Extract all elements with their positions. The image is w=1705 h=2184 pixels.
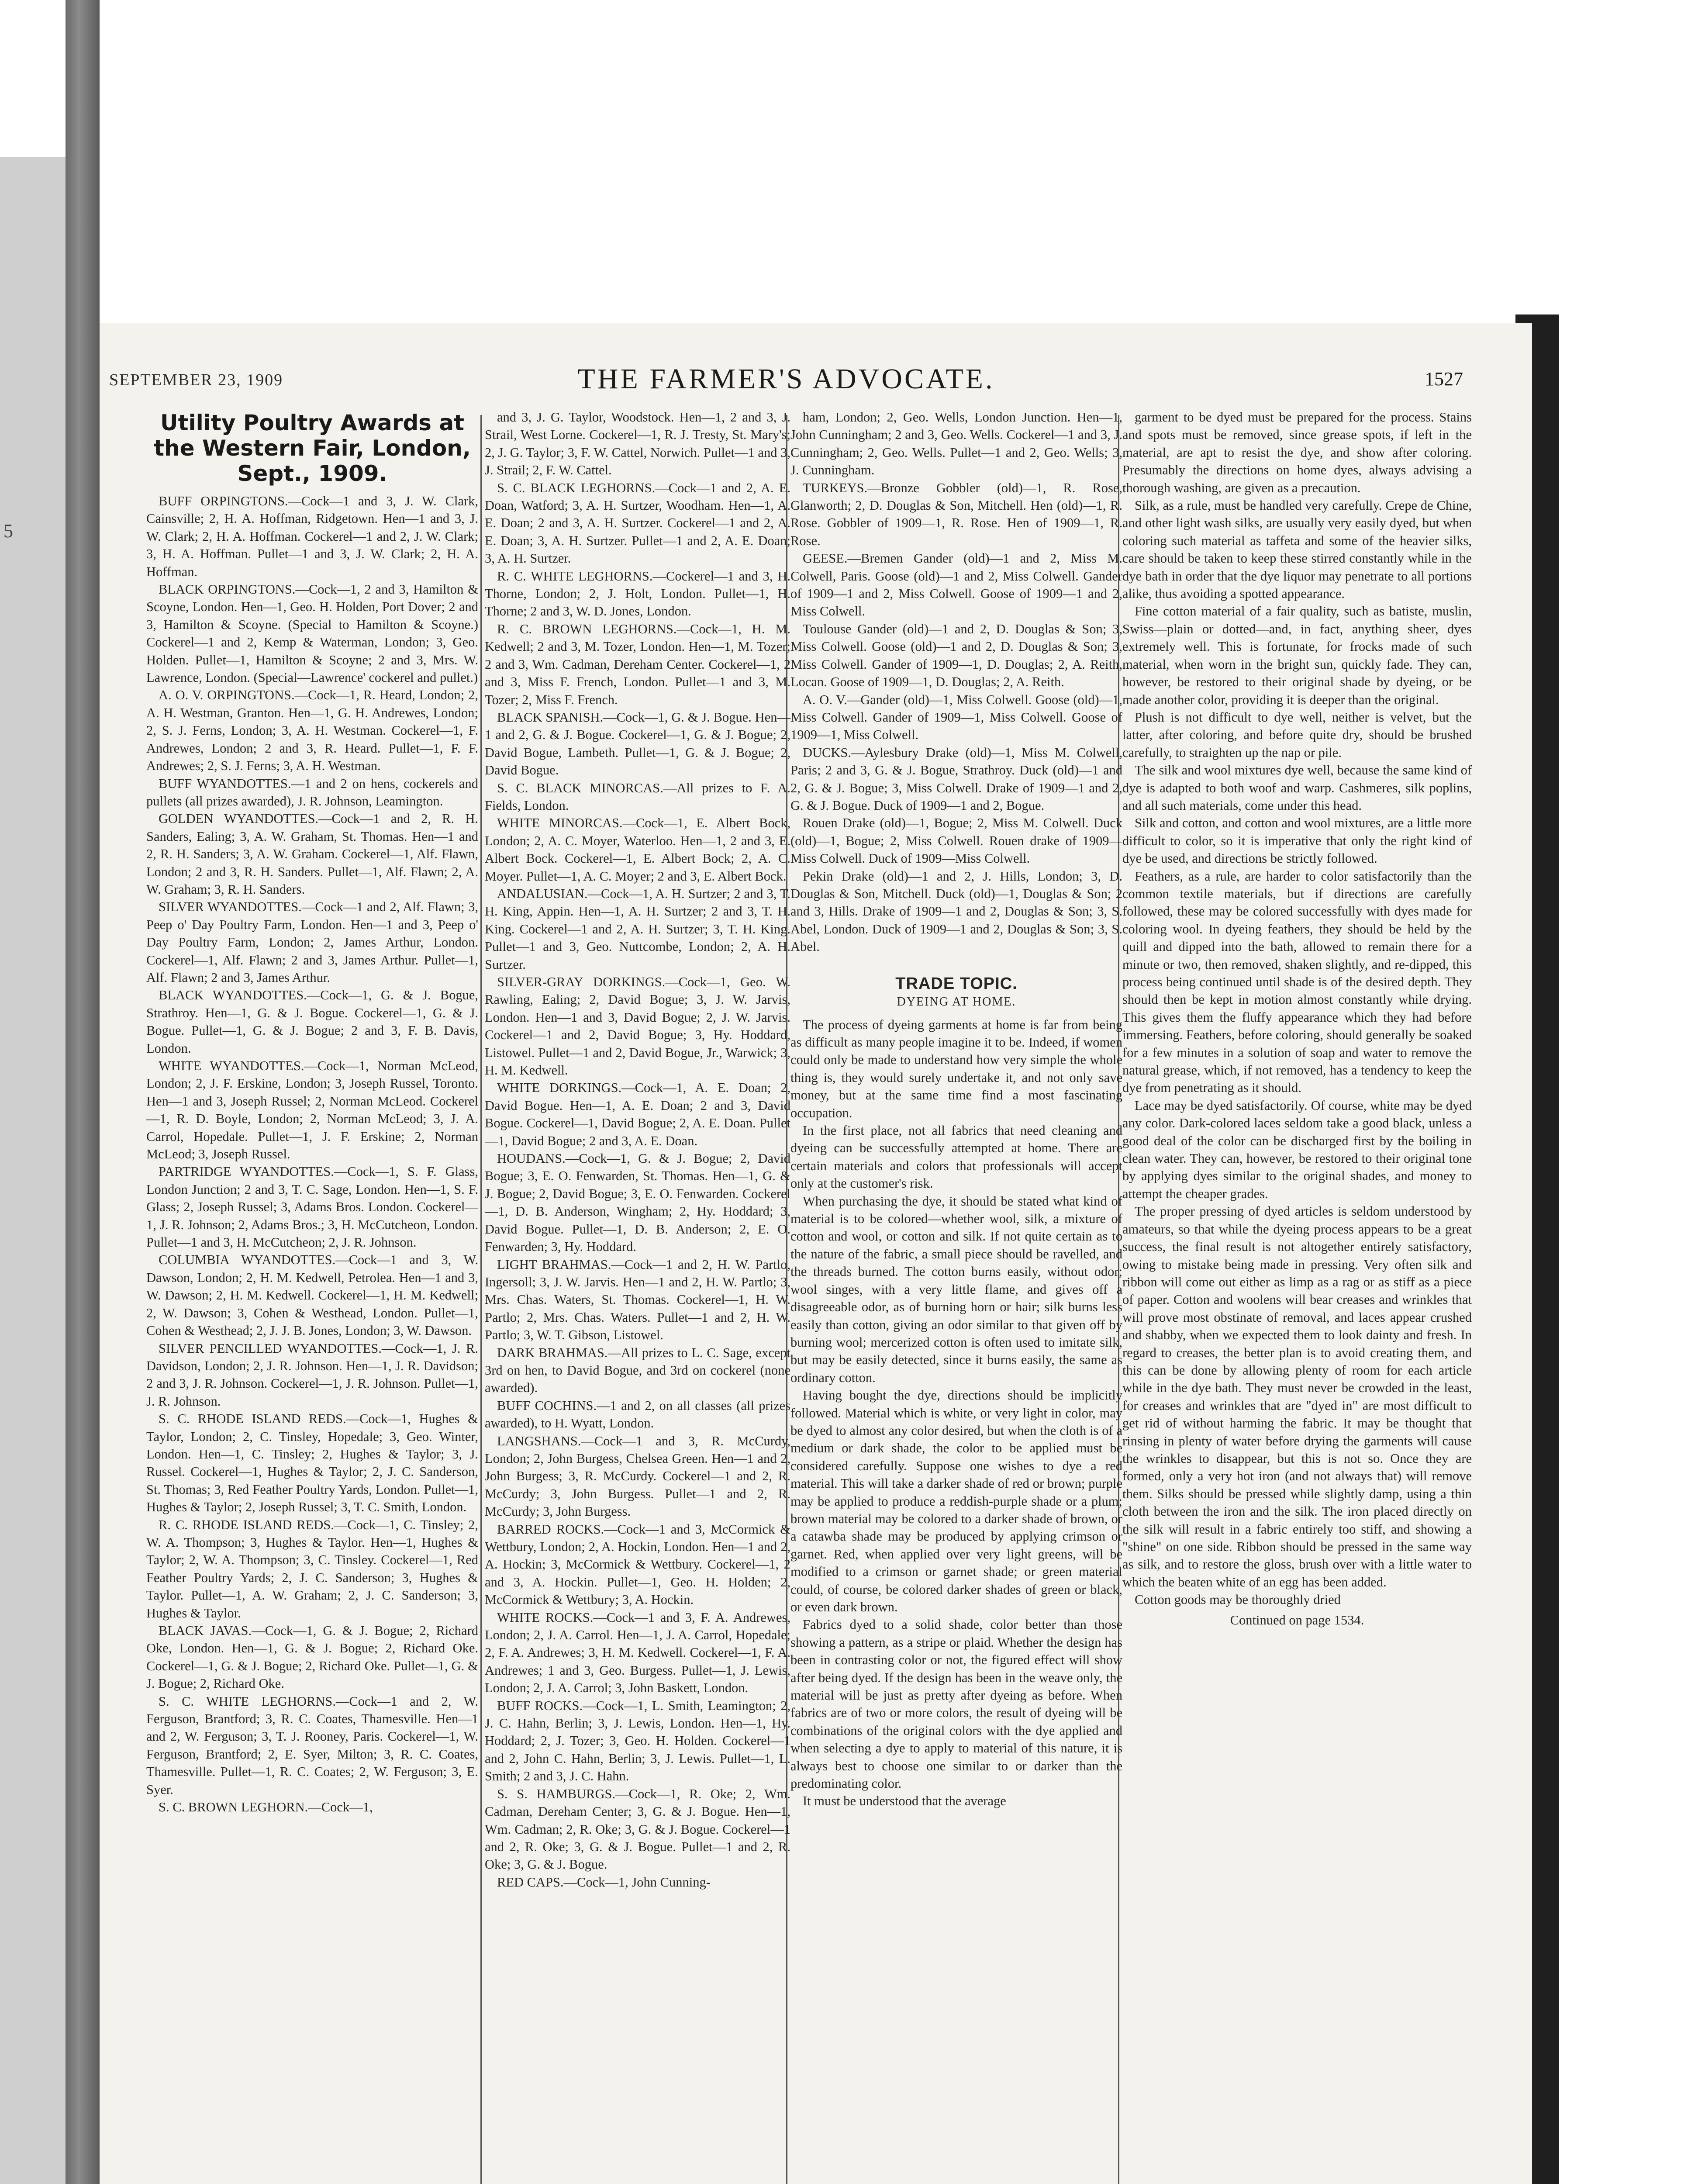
- paragraph: A. O. V.—Gander (old)—1, Miss Colwell. Goose (old)—1, Miss Colwell. Gander of 1909—1, Miss Colwell. Goose of 1909—1, Miss Colwell.: [790, 692, 1122, 743]
- paragraph: GEESE.—Bremen Gander (old)—1 and 2, Miss M. Colwell, Paris. Goose (old)—1 and 2, Miss Colwell. Gander of 1909—1 and 2, Miss Colwell. Goose of 1909—1 and 2, Miss Colwell.: [790, 551, 1122, 619]
- paragraph: BLACK SPANISH.—Cock—1, G. & J. Bogue. Hen—1 and 2, G. & J. Bogue. Cockerel—1, G. & J. Bogue; 2, David Bogue, Lambeth. Pullet—1, G. & J. Bogue; 2, David Bogue.: [485, 709, 790, 778]
- adjacent-page-mark: 5: [3, 520, 13, 542]
- paragraph: LANGSHANS.—Cock—1 and 3, R. McCurdy, London; 2, John Burgess, Chelsea Green. Hen—1 and 2, John Burgess; 3, R. McCurdy. Cockerel—1 and 2, R. McCurdy; 3, John Burgess. Pullet—1 and 2, R. McCurdy; 3, John Burgess.: [485, 1433, 790, 1519]
- paragraph: BUFF COCHINS.—1 and 2, on all classes (all prizes awarded), to H. Wyatt, London.: [485, 1398, 790, 1431]
- paragraph: DUCKS.—Aylesbury Drake (old)—1, Miss M. Colwell, Paris; 2 and 3, G. & J. Bogue, Strathroy. Duck (old)—1 and 2, G. & J. Bogue; 3, Miss Colwell. Drake of 1909—1 and 2, G. & J. Bogue. Duck of 1909—1 and 2, Bogue.: [790, 745, 1122, 813]
- paragraph: TURKEYS.—Bronze Gobbler (old)—1, R. Rose, Glanworth; 2, D. Douglas & Son, Mitchell. Hen (old)—1, R. Rose. Gobbler of 1909—1, R. Rose. Hen of 1909—1, R. Rose.: [790, 480, 1122, 548]
- paragraph: Plush is not difficult to dye well, neither is velvet, but the latter, after coloring, and before quite dry, should be brushed carefully, to straighten up the nap or pile.: [1122, 709, 1472, 760]
- paragraph: A. O. V. ORPINGTONS.—Cock—1, R. Heard, London; 2, A. H. Westman, Granton. Hen—1, G. H. Andrewes, London; 2, S. J. Ferns, London; 3, A. H. Westman. Cockerel—1, F. Andrewes, London; 2 and 3, R. Heard. Pullet—1, F. F. Andrewes; 2, S. J. Ferns; 3, A. H. Westman.: [146, 688, 478, 774]
- paragraph: Lace may be dyed satisfactorily. Of course, white may be dyed any color. Dark-colored laces seldom take a good black, unless a good deal of the color can be discharged first by the boiling in clean water. They can, however, be restored to their original tone by applying dyes similar to the original shades, and money to attempt the cheaper grades.: [1122, 1098, 1472, 1201]
- paragraph: BUFF ORPINGTONS.—Cock—1 and 3, J. W. Clark, Cainsville; 2, H. A. Hoffman, Ridgetown. Hen—1 and 3, J. W. Clark; 2, H. A. Hoffman. Cockerel—1 and 2, J. W. Clark; 3, H. A. Hoffman. Pullet—1 and 3, J. W. Clark; 2, H. A. Hoffman.: [146, 494, 478, 579]
- paragraph: BLACK JAVAS.—Cock—1, G. & J. Bogue; 2, Richard Oke, London. Hen—1, G. & J. Bogue; 2, Richard Oke. Cockerel—1, G. & J. Bogue; 2, Richard Oke. Pullet—1, G. & J. Bogue; 2, Richard Oke.: [146, 1623, 478, 1691]
- column-waterfowl-and-trade-topic: [790, 408, 1122, 2184]
- column-poultry-awards: [146, 408, 478, 2184]
- column-dyeing-continued: [1122, 408, 1472, 2184]
- paragraph: S. C. RHODE ISLAND REDS.—Cock—1, Hughes & Taylor, London; 2, C. Tinsley, Hopedale; 3, Geo. Winter, London. Hen—1, C. Tinsley; 2, Hughes & Taylor; 3, J. Russel. Cockerel—1, Hughes & Taylor; 2, J. C. Sanderson, St. Thomas; 3, Red Feather Poultry Yards, London. Pullet—1, Hughes & Taylor; 2, Joseph Russel; 3, T. C. Smith, London.: [146, 1411, 478, 1515]
- paragraph: R. C. WHITE LEGHORNS.—Cockerel—1 and 3, H. Thorne, London; 2, J. Holt, London. Pullet—1, H. Thorne; 2 and 3, W. D. Jones, London.: [485, 568, 790, 619]
- paragraph: WHITE WYANDOTTES.—Cock—1, Norman McLeod, London; 2, J. F. Erskine, London; 3, Joseph Russel, Toronto. Hen—1 and 3, Joseph Russel; 2, Norman McLeod. Cockerel—1, R. D. Boyle, London; 2, Norman McLeod; 3, J. A. Carrol, Hopedale. Pullet—1, J. F. Erskine; 2, Norman McLeod; 3, Joseph Russel.: [146, 1058, 478, 1162]
- paragraph: The silk and wool mixtures dye well, because the same kind of dye is adapted to both woof and warp. Cashmeres, silk poplins, and all such materials, come under this head.: [1122, 763, 1472, 813]
- book-binding: [66, 0, 100, 2184]
- paragraph: garment to be dyed must be prepared for the process. Stains and spots must be removed, since grease spots, if left in the material, are apt to resist the dye, and show after coloring. Presumably the directions on home dyes, always advising a thorough washing, are given as a precaution.: [1122, 410, 1472, 495]
- paragraph: S. C. BLACK MINORCAS.—All prizes to F. A. Fields, London.: [485, 780, 790, 813]
- paragraph: ANDALUSIAN.—Cock—1, A. H. Surtzer; 2 and 3, T. H. King, Appin. Hen—1, A. H. Surtzer; 2 and 3, T. H. King. Cockerel—1 and 2, A. H. Surtzer; 3, T. H. King. Pullet—1 and 3, Geo. Nuttcombe, London; 2, A. H. Surtzer.: [485, 886, 790, 972]
- column-rule: [480, 415, 482, 2184]
- paragraph: SILVER-GRAY DORKINGS.—Cock—1, Geo. W. Rawling, Ealing; 2, David Bogue; 3, J. W. Jarvis, London. Hen—1 and 3, David Bogue; 2, J. W. Jarvis. Cockerel—1 and 2, David Bogue; 3, Hy. Hoddard, Listowel. Pullet—1 and 2, David Bogue, Jr., Warwick; 3, H. M. Kedwell.: [485, 975, 790, 1078]
- paragraph: BLACK WYANDOTTES.—Cock—1, G. & J. Bogue, Strathroy. Hen—1, G. & J. Bogue. Cockerel—1, G. & J. Bogue. Pullet—1, G. & J. Bogue; 2 and 3, F. B. Davis, London.: [146, 988, 478, 1056]
- paragraph: GOLDEN WYANDOTTES.—Cock—1 and 2, R. H. Sanders, Ealing; 3, A. W. Graham, St. Thomas. Hen—1 and 2, R. H. Sanders; 3, A. W. Graham. Cockerel—1, Alf. Flawn, London; 2 and 3, R. H. Sanders. Pullet—1, Alf. Flawn; 2, A. W. Graham; 3, R. H. Sanders.: [146, 811, 478, 897]
- page-header: [109, 363, 1463, 411]
- paragraph: and 3, J. G. Taylor, Woodstock. Hen—1, 2 and 3, J. Strail, West Lorne. Cockerel—1, R. J. Tresty, St. Mary's; 2, J. G. Taylor; 3, F. W. Cattel, Norwich. Pullet—1 and 3, J. Strail; 2, F. W. Cattel.: [485, 410, 790, 478]
- paragraph: In the first place, not all fabrics that need cleaning and dyeing can be successfully attempted at home. There are certain materials and colors that professionals will accept only at the customer's risk.: [790, 1123, 1122, 1191]
- article-body: [485, 408, 790, 1891]
- column-poultry-awards-continued: [485, 408, 790, 2184]
- paragraph: SILVER WYANDOTTES.—Cock—1 and 2, Alf. Flawn; 3, Peep o' Day Poultry Farm, London. Hen—1 and 3, Peep o' Day Poultry Farm, London; 2, James Arthur, London. Cockerel—1, Alf. Flawn; 2 and 3, James Arthur. Pullet—1, Alf. Flawn; 2 and 3, James Arthur.: [146, 899, 478, 985]
- paragraph: WHITE DORKINGS.—Cock—1, A. E. Doan; 2, David Bogue. Hen—1, A. E. Doan; 2 and 3, David Bogue. Cockerel—1, David Bogue; 2, A. E. Doan. Pullet—1, David Bogue; 2 and 3, A. E. Doan.: [485, 1080, 790, 1148]
- paragraph: R. C. BROWN LEGHORNS.—Cock—1, H. M. Kedwell; 2 and 3, M. Tozer, London. Hen—1, M. Tozer; 2 and 3, Wm. Cadman, Dereham Center. Cockerel—1, 2 and 3, Miss F. French, London. Pullet—1 and 3, M. Tozer; 2, Miss F. French.: [485, 621, 790, 707]
- paragraph: The process of dyeing garments at home is far from being as difficult as many people imagine it to be. Indeed, if women could only be made to understand how very simple the whole thing is, they would surely undertake it, and not only save money, but at the same time find a most fascinating occupation.: [790, 1017, 1122, 1120]
- article-body: [1122, 408, 1472, 1609]
- paragraph: LIGHT BRAHMAS.—Cock—1 and 2, H. W. Partlo, Ingersoll; 3, J. W. Jarvis. Hen—1 and 2, H. W. Partlo; 3, Mrs. Chas. Waters, St. Thomas. Cockerel—1, H. W. Partlo; 2, Mrs. Chas. Waters. Pullet—1 and 2, H. W. Partlo; 3, W. T. Gibson, Listowel.: [485, 1257, 790, 1343]
- article-body: [790, 408, 1122, 956]
- paragraph: Rouen Drake (old)—1, Bogue; 2, Miss M. Colwell. Duck (old)—1, Bogue; 2, Miss Colwell. Rouen drake of 1909—Miss Colwell. Duck of 1909—Miss Colwell.: [790, 816, 1122, 866]
- paragraph: When purchasing the dye, it should be stated what kind of material is to be colored—whether wool, silk, a mixture of cotton and wool, or cotton and silk. If not quite certain as to the nature of the fabric, a small piece should be ravelled, and the threads burned. The cotton burns easily, without odor; wool singes, with a very little flame, and gives off a disagreeable odor, as of burning horn or hair; silk burns less easily than cotton, giving an odor similar to that given off by burning wool; mercerized cotton is often used to imitate silk, but may be easily detected, since it burns easily, the same as ordinary cotton.: [790, 1193, 1122, 1385]
- paragraph: BLACK ORPINGTONS.—Cock—1, 2 and 3, Hamilton & Scoyne, London. Hen—1, Geo. H. Holden, Port Dover; 2 and 3, Hamilton & Scoyne. (Special to Hamilton & Scoyne.) Cockerel—1 and 2, Kemp & Waterman, London; 3, Geo. Holden. Pullet—1, Hamilton & Scoyne; 2 and 3, Mrs. W. Lawrence, London. (Special—Lawrence' cockerel and pullet.): [146, 582, 478, 685]
- paragraph: Having bought the dye, directions should be implicitly followed. Material which is white, or very light in color, may be dyed to almost any color desired, but when the cloth is of a medium or dark shade, the color to be applied must be considered carefully. Suppose one wishes to dye a red material. This will take a darker shade of red or brown; purple may be applied to produce a reddish-purple shade or a plum; brown material may be colored to a darker shade of brown, or a catawba shade may be produced by applying crimson or garnet. Red, when applied over very light greens, will be modified to a crimson or garnet shade; or green material could, of course, be colored darker shades of green or black, or even dark brown.: [790, 1388, 1122, 1614]
- paragraph: WHITE MINORCAS.—Cock—1, E. Albert Bock, London; 2, A. C. Moyer, Waterloo. Hen—1, 2 and 3, E. Albert Bock. Cockerel—1, E. Albert Bock; 2, A. C. Moyer. Pullet—1, A. C. Moyer; 2 and 3, E. Albert Bock.: [485, 816, 790, 884]
- paragraph: BUFF WYANDOTTES.—1 and 2 on hens, cockerels and pullets (all prizes awarded), J. R. Johnson, Leamington.: [146, 776, 478, 809]
- paragraph: S. C. WHITE LEGHORNS.—Cock—1 and 2, W. Ferguson, Brantford; 3, R. C. Coates, Thamesville. Hen—1 and 2, W. Ferguson; 3, T. J. Rooney, Paris. Cockerel—1, W. Ferguson, Brantford; 2, E. Syer, Milton; 3, R. C. Coates, Thamesville. Pullet—1, R. C. Coates; 2, W. Ferguson; 3, E. Syer.: [146, 1693, 478, 1797]
- paragraph: HOUDANS.—Cock—1, G. & J. Bogue; 2, David Bogue; 3, E. O. Fenwarden, St. Thomas. Hen—1, G. & J. Bogue; 2, David Bogue; 3, E. O. Fenwarden. Cockerel—1, D. B. Anderson, Wingham; 2, Hy. Hoddard; 3, David Bogue. Pullet—1, D. B. Anderson; 2, E. O. Fenwarden; 3, Hy. Hoddard.: [485, 1151, 790, 1254]
- continued-notice: Continued on page 1534.: [1230, 1612, 1364, 1628]
- paragraph: COLUMBIA WYANDOTTES.—Cock—1 and 3, W. Dawson, London; 2, H. M. Kedwell, Petrolea. Hen—1 and 3, W. Dawson; 2, H. M. Kedwell. Cockerel—1, H. M. Kedwell; 2, W. Dawson; 3, Cohen & Westhead, London. Pullet—1, Cohen & Westhead; 2, J. J. B. Jones, London; 3, W. Dawson.: [146, 1252, 478, 1338]
- paragraph: BUFF ROCKS.—Cock—1, L. Smith, Leamington; 2, J. C. Hahn, Berlin; 3, J. Lewis, London. Hen—1, Hy. Hoddard; 2, J. Tozer; 3, Geo. H. Holden. Cockerel—1 and 2, John C. Hahn, Berlin; 3, J. Lewis. Pullet—1, L. Smith; 2 and 3, J. C. Hahn.: [485, 1698, 790, 1784]
- article-heading: Utility Poultry Awards at the Western Fair, London, Sept., 1909.: [154, 410, 471, 486]
- paragraph: Silk and cotton, and cotton and wool mixtures, are a little more difficult to color, so it is imperative that only the right kind of dye be used, and directions be strictly followed.: [1122, 816, 1472, 866]
- masthead-title: THE FARMER'S ADVOCATE.: [577, 363, 995, 395]
- paragraph: WHITE ROCKS.—Cock—1 and 3, F. A. Andrewes, London; 2, J. A. Carrol. Hen—1, J. A. Carrol, Hopedale; 2, F. A. Andrewes; 3, H. M. Kedwell. Cockerel—1, F. A. Andrewes; 1 and 3, Geo. Burgess. Pullet—1, J. Lewis, London; 2, J. A. Carrol; 3, John Baskett, London.: [485, 1610, 790, 1696]
- trade-topic-heading: TRADE TOPIC.: [895, 974, 1018, 993]
- paragraph: RED CAPS.—Cock—1, John Cunning-: [497, 1874, 711, 1890]
- trade-topic-body: [790, 1016, 1122, 1810]
- paragraph: BARRED ROCKS.—Cock—1 and 3, McCormick & Wettbury, London; 2, A. Hockin, London. Hen—1 and 2, A. Hockin; 3, McCormick & Wettbury. Cockerel—1, 2 and 3, A. Hockin. Pullet—1, Geo. H. Holden; 2, McCormick & Wettbury; 3, A. Hockin.: [485, 1521, 790, 1607]
- paragraph: Silk, as a rule, must be handled very carefully. Crepe de Chine, and other light wash silks, are usually very easily dyed, but when coloring such material as taffeta and some of the heavier silks, care should be taken to keep these stirred constantly while in the dye bath in order that the dye liquor may penetrate to all portions alike, thus avoiding a spotted appearance.: [1122, 498, 1472, 601]
- paragraph: The proper pressing of dyed articles is seldom understood by amateurs, so that while the dyeing process appears to be a great success, the final result is not altogether entirely satisfactory, owing to mistake being made in pressing. Very often silk and ribbon will come out either as limp as a rag or as stiff as a piece of paper. Cotton and woolens will bear creases and wrinkles that will prove most obstinate of removal, and laces appear crushed and shabby, when we expected them to look dainty and fresh. In regard to creases, the better plan is to avoid creating them, and this can be done by allowing plenty of room for each article while in the dye bath. They must never be crowded in the least, for creases and wrinkles that are "dyed in" are most difficult to get rid of without harming the fabric. It may be thought that rinsing in plenty of water before drying the garments will cause the wrinkles to disappear, but this is not so. Once they are formed, only a very hot iron (and not always that) will remove them. Silks should be pressed while slightly damp, using a thin cloth between the iron and the silk. The iron placed directly on the silk will result in a fabric entirely too stiff, and showing a "shine" on one side. Ribbon should be pressed in the same way as silk, and to restore the gloss, brush over with a little water to which the beaten white of an egg has been added.: [1122, 1204, 1472, 1590]
- page-number: 1527: [1425, 368, 1463, 390]
- paragraph: S. C. BROWN LEGHORN.—Cock—1,: [159, 1800, 373, 1815]
- paragraph: DARK BRAHMAS.—All prizes to L. C. Sage, except 3rd on hen, to David Bogue, and 3rd on cockerel (none awarded).: [485, 1345, 790, 1396]
- paragraph: Pekin Drake (old)—1 and 2, J. Hills, London; 3, D. Douglas & Son, Mitchell. Duck (old)—1, Douglas & Son; 2 and 3, Hills. Drake of 1909—1 and 2, Douglas & Son; 3, S. Abel, London. Duck of 1909—1 and 2, Douglas & Son; 3, S. Abel.: [790, 868, 1122, 954]
- issue-date: SEPTEMBER 23, 1909: [109, 371, 283, 389]
- paragraph: S. C. BLACK LEGHORNS.—Cock—1 and 2, A. E. Doan, Watford; 3, A. H. Surtzer, Woodham. Hen—1, A. E. Doan; 2 and 3, A. H. Surtzer. Cockerel—1 and 2, A. E. Doan; 3, A. H. Surtzer. Pullet—1 and 2, A. E. Doan; 3, A. H. Surtzer.: [485, 480, 790, 566]
- paragraph: ham, London; 2, Geo. Wells, London Junction. Hen—1, John Cunningham; 2 and 3, Geo. Wells. Cockerel—1 and 3, J. Cunningham; 2, Geo. Wells. Pullet—1 and 2, Geo. Wells; 3, J. Cunningham.: [790, 410, 1122, 478]
- paragraph: Feathers, as a rule, are harder to color satisfactorily than the common textile materials, but if directions are carefully followed, these may be colored successfully with dyes made for coloring wool. In dyeing feathers, they should be held by the quill and dipped into the bath, allowed to remain there for a minute or two, then removed, shaken slightly, and re-dipped, this process being continued until shade is of the desired depth. They should then be kept in motion almost constantly while drying. This gives them the fluffy appearance which they had before immersing. Feathers, before coloring, should generally be soaked for a few minutes in a solution of soap and water to remove the natural grease, which, if not removed, has a tendency to keep the dye from penetrating as it should.: [1122, 868, 1472, 1095]
- paragraph: Cotton goods may be thoroughly dried: [1135, 1592, 1341, 1607]
- paragraph: Toulouse Gander (old)—1 and 2, D. Douglas & Son; 3, Miss Colwell. Goose (old)—1 and 2, D. Douglas & Son; 3, Miss Colwell. Gander of 1909—1, D. Douglas; 2, A. Reith, Locan. Goose of 1909—1, D. Douglas; 2, A. Reith.: [790, 621, 1122, 690]
- paragraph: PARTRIDGE WYANDOTTES.—Cock—1, S. F. Glass, London Junction; 2 and 3, T. C. Sage, London. Hen—1, S. F. Glass; 2, Joseph Russel; 3, Adams Bros. London. Cockerel—1, J. R. Johnson; 2, Adams Bros.; 3, H. McCutcheon, London. Pullet—1 and 3, H. McCutcheon; 2, J. R. Johnson.: [146, 1164, 478, 1250]
- paragraph: It must be understood that the average: [803, 1794, 1006, 1809]
- paragraph: SILVER PENCILLED WYANDOTTES.—Cock—1, J. R. Davidson, London; 2, J. R. Johnson. Hen—1, J. R. Davidson; 2 and 3, J. R. Johnson. Cockerel—1, J. R. Johnson. Pullet—1, J. R. Johnson.: [146, 1341, 478, 1409]
- paragraph: Fine cotton material of a fair quality, such as batiste, muslin, Swiss—plain or dotted—and, in fact, anything sheer, dyes extremely well. This is fortunate, for frocks made of such material, when worn in the bright sun, quickly fade. They can, however, be restored to their original shade by dyeing, or be made another color, providing it is deeper than the original.: [1122, 604, 1472, 707]
- paragraph: Fabrics dyed to a solid shade, color better than those showing a pattern, as a stripe or plaid. Whether the design has been in contrasting color or not, the figured effect will show after being dyed. If the design has been in the weave only, the material will be just as pretty after dyeing as before. When fabrics are of two or more colors, the result of dyeing will be combinations of the original colors with the dye applied and when selecting a dye to apply to material of this nature, it is always best to choose one similar to or darker than the predominating color.: [790, 1617, 1122, 1791]
- article-body: [146, 492, 478, 1816]
- paragraph: S. S. HAMBURGS.—Cock—1, R. Oke; 2, Wm. Cadman, Dereham Center; 3, G. & J. Bogue. Hen—1, Wm. Cadman; 2, R. Oke; 3, G. & J. Bogue. Cockerel—1 and 2, R. Oke; 3, G. & J. Bogue. Pullet—1 and 2, R. Oke; 3, G. & J. Bogue.: [485, 1786, 790, 1872]
- adjacent-page-edge: [0, 157, 66, 2184]
- paragraph: R. C. RHODE ISLAND REDS.—Cock—1, C. Tinsley; 2, W. A. Thompson; 3, Hughes & Taylor. Hen—1, Hughes & Taylor; 2, W. A. Thompson; 3, C. Tinsley. Cockerel—1, Red Feather Poultry Yards; 2, J. C. Sanderson; 3, Hughes & Taylor. Pullet—1, A. W. Graham; 2, J. C. Sanderson; 3, Hughes & Taylor.: [146, 1517, 478, 1621]
- trade-topic-subheading: DYEING AT HOME.: [897, 995, 1016, 1009]
